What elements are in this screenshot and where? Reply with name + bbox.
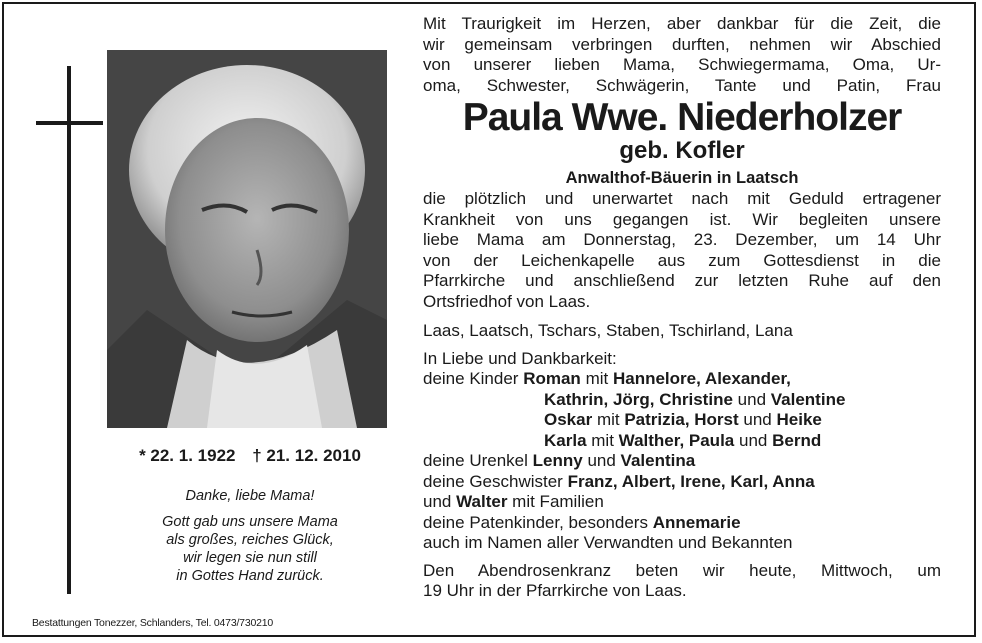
kid-family-names: Hannelore, Alexander, [612,369,791,388]
kids-prefix: deine Kinder [423,369,519,388]
mit-word: mit [585,369,609,388]
great-grandkid-name: Valentina [620,451,696,470]
intro-line: wir gemeinsam verbringen durften, nehmen wir Abschied [423,34,941,54]
verse-line: wir legen sie nun still [183,550,317,566]
kid-family-names: Bernd [772,430,822,450]
kid-family-names: Valentine [770,389,846,409]
kid-family-names: Patrizia, Horst [624,410,739,429]
relatives-line: auch im Namen aller Verwandten und Bekannten [423,533,793,552]
siblings-suffix: mit Familien [512,492,604,511]
cross-icon-horizontal [36,121,103,125]
mit-word: mit [591,430,614,450]
funeral-line: Pfarrkirche und anschließend zur letzten Ruhe auf den [423,271,941,290]
kid-name: Oskar [544,410,593,429]
life-dates [100,446,400,466]
kids-row [423,431,941,452]
funeral-line: die plötzlich und unerwartet nach mit Geduld ertragener [423,189,941,208]
siblings-prefix: deine Geschwister [423,471,563,491]
intro-line: Mit Traurigkeit im Herzen, aber dankbar für die Zeit, die [423,14,941,33]
funeral-home-credit: Bestattungen Tonezzer, Schlanders, Tel. 0473/730210 [32,617,274,629]
kids-row [423,369,941,390]
funeral-paragraph [423,189,941,312]
portrait-image [107,50,387,428]
cross-icon-vertical [67,66,71,594]
intro-line: von unserer lieben Mama, Schwiegermama, Oma, Ur- [423,55,941,74]
great-grandkids-row [423,451,941,472]
kid-name: Roman [523,369,581,388]
godkids-prefix: deine Patenkinder, besonders [423,512,648,532]
intro-paragraph [423,14,941,96]
verse-line: Danke, liebe Mama! [185,488,315,504]
deceased-role: Anwalthof-Bäuerin in Laatsch [565,169,799,187]
family-section [423,349,941,554]
kids-row [423,410,941,431]
portrait-photo [107,50,387,428]
und-word: und [743,410,772,429]
funeral-line: Krankheit von uns gegangen ist. Wir begleiten unsere [423,209,941,229]
kid-name: Karla [544,430,587,450]
funeral-line: Ortsfriedhof von Laas. [423,291,591,311]
kids-row [423,390,941,411]
verse-line: als großes, reiches Glück, [166,532,334,548]
verse-line: in Gottes Hand zurück. [176,568,324,584]
sibling-names: Walter [456,492,508,511]
great-grandkid-name: Lenny [532,451,583,470]
deceased-name: Paula Wwe. Niederholzer [462,96,902,139]
verse-line: Gott gab uns unsere Mama [162,514,338,530]
godchildren-row [423,513,941,534]
funeral-line: liebe Mama am Donnerstag, 23. Dezember, um 14 Uhr [423,230,941,249]
kid-family-names: Walther, Paula [618,430,735,450]
und-word: und [738,430,768,450]
places-line: Laas, Laatsch, Tschars, Staben, Tschirland, Lana [423,321,793,340]
birth-date: * 22. 1. 1922 [139,446,236,465]
rosary-line: Den Abendrosenkranz beten wir heute, Mittwoch, um [423,560,941,580]
great-prefix: deine Urenkel [423,451,528,470]
kid-family-names: Kathrin, Jörg, Christine [544,389,733,409]
rosary-line: 19 Uhr in der Pfarrkirche von Laas. [423,581,687,600]
rosary-paragraph [423,561,941,602]
notice-text [423,14,941,602]
intro-line: oma, Schwester, Schwägerin, Tante und Patin, Frau [423,75,941,95]
maiden-name: geb. Kofler [619,137,745,164]
siblings-row [423,472,941,493]
und-word: und [587,451,616,470]
siblings-row [423,492,941,513]
und-word: und [423,492,452,511]
kid-family-names: Heike [776,410,822,429]
godchild-name: Annemarie [652,512,741,532]
memorial-verse [110,487,390,585]
und-word: und [737,389,767,409]
funeral-line: von der Leichenkapelle aus zum Gottesdienst in die [423,250,941,270]
sibling-names: Franz, Albert, Irene, Karl, Anna [567,471,815,491]
death-date: † 21. 12. 2010 [252,446,361,465]
family-heading: In Liebe und Dankbarkeit: [423,348,617,368]
mit-word: mit [596,410,620,429]
